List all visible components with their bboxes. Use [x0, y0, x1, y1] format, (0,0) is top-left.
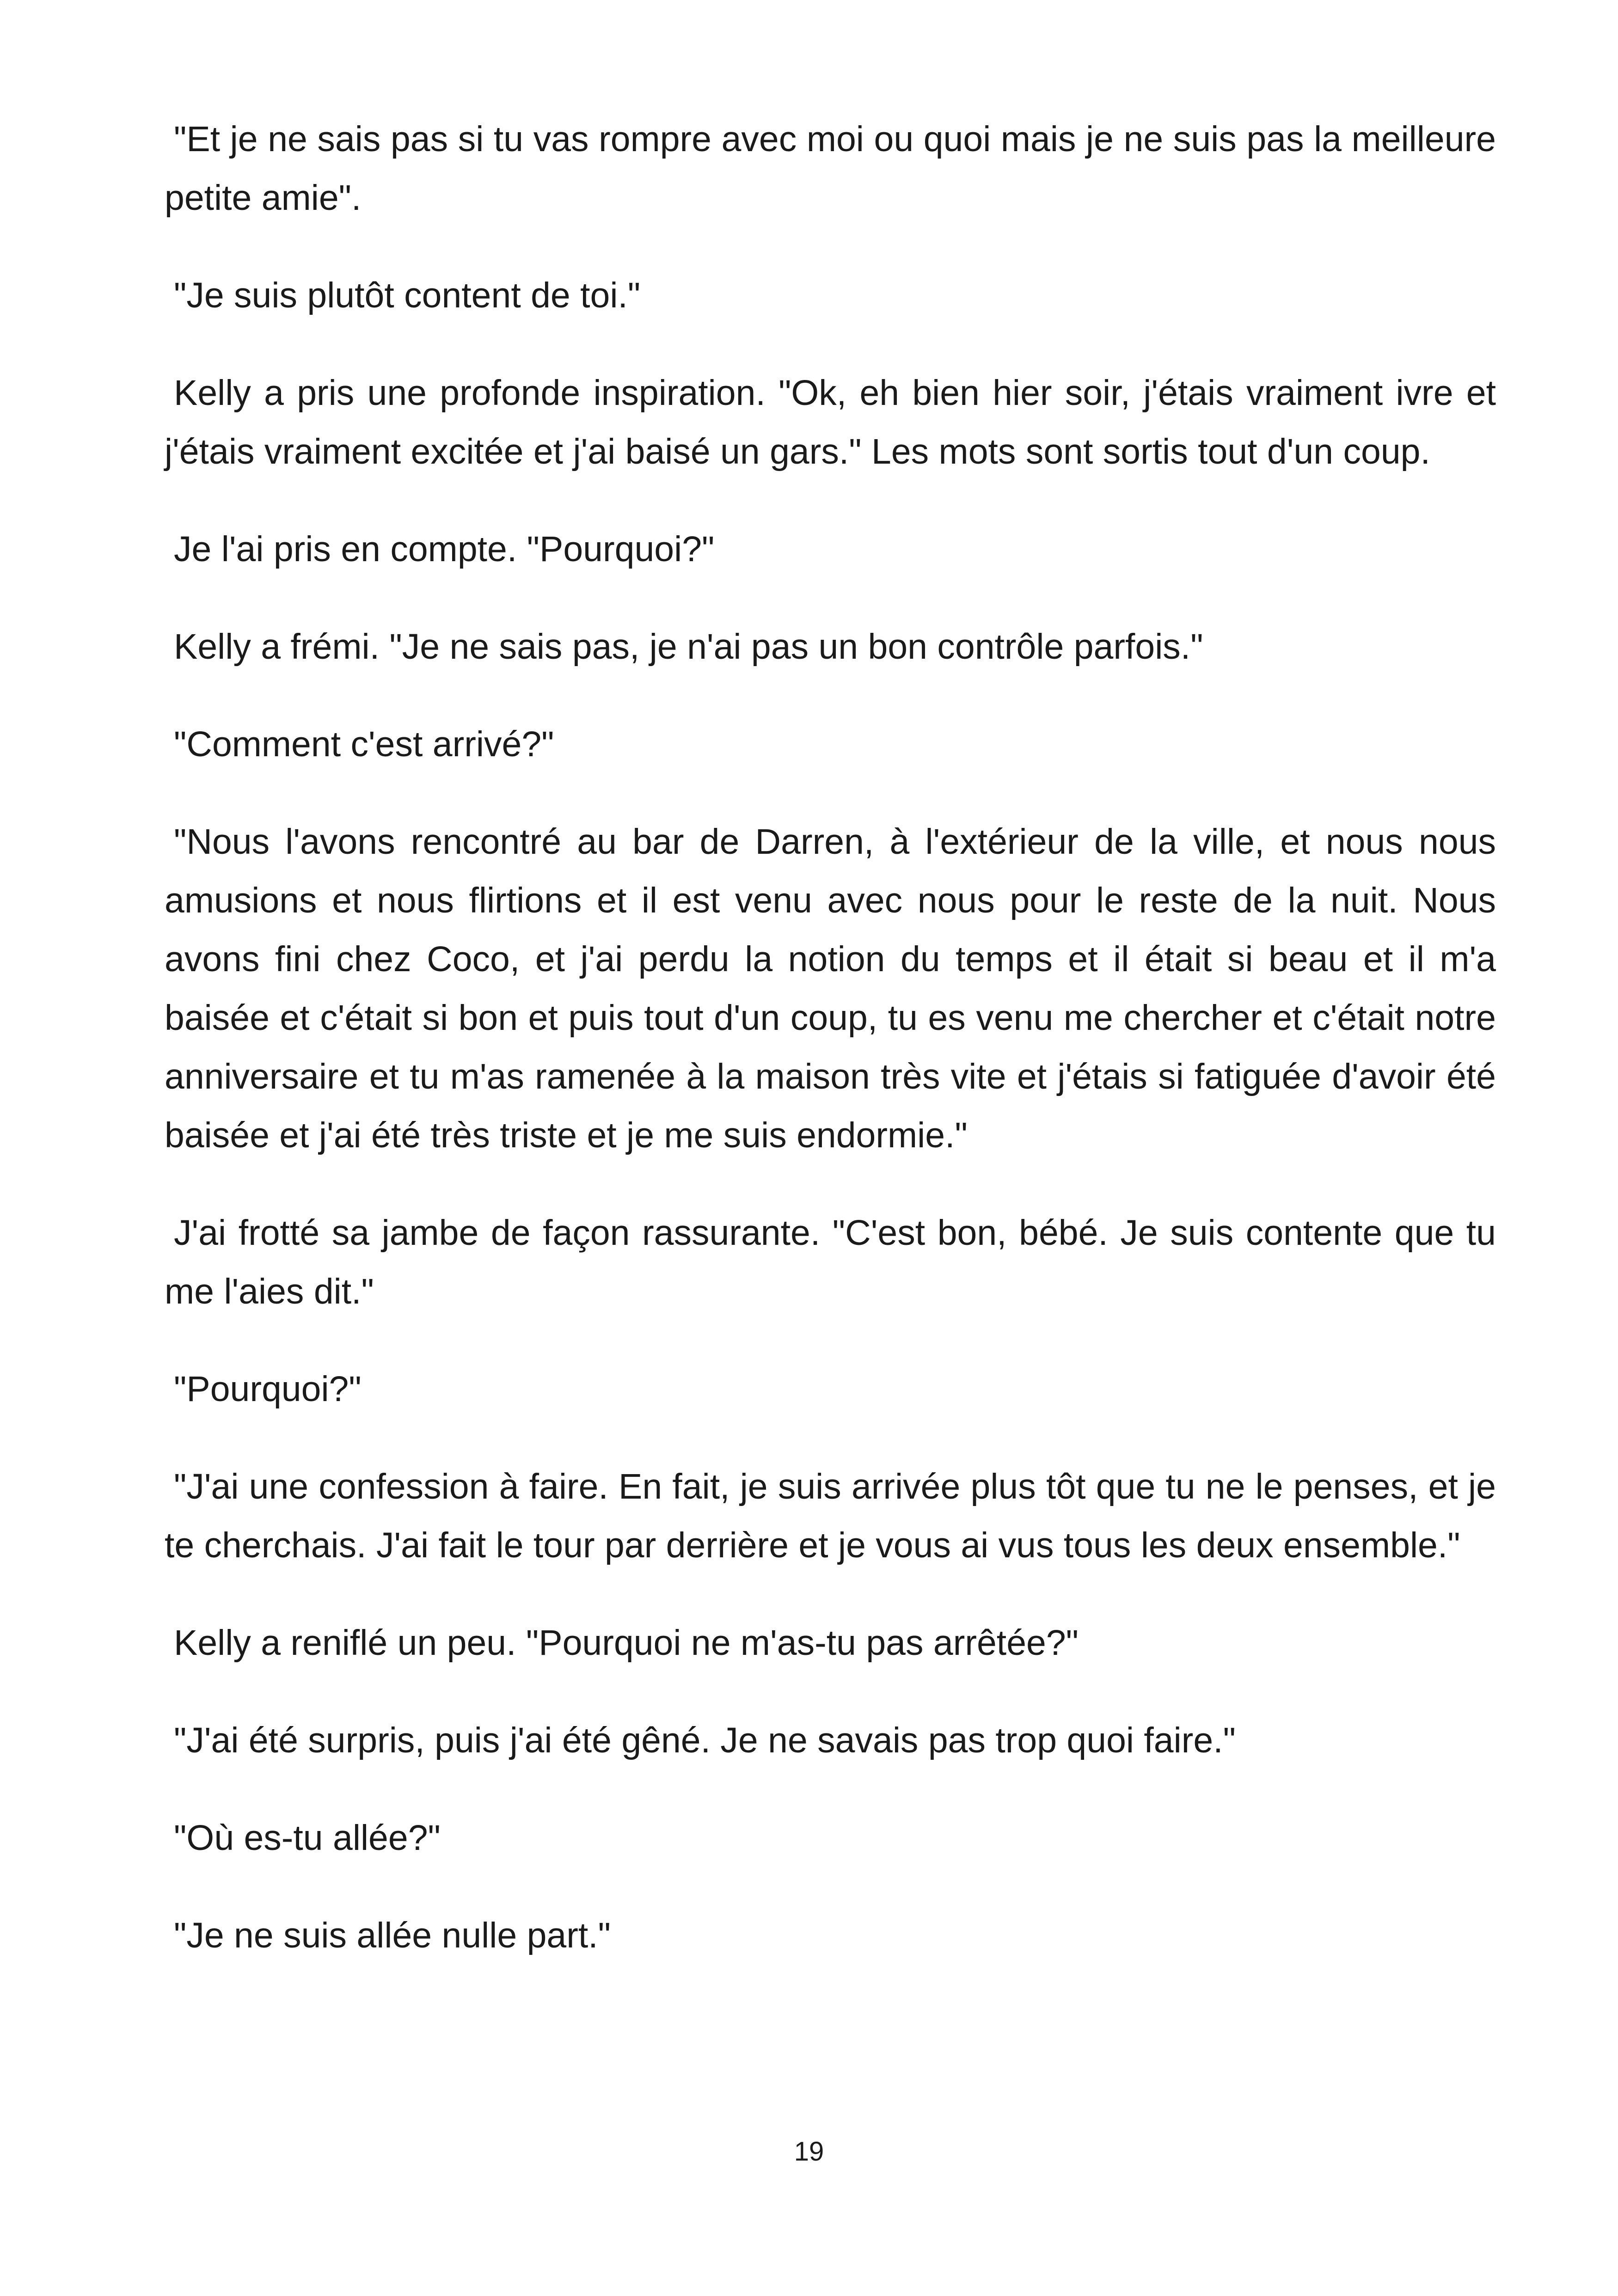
- paragraph: "Comment c'est arrivé?": [174, 724, 554, 764]
- paragraph: "J'ai une confession à faire. En fait, je suis arrivée plus tôt que tu ne le penses, et je te cherchais. J'ai fait le tour par derrière et je vous ai vus tous les deux ensemble.": [165, 1467, 1496, 1565]
- paragraph: "Nous l'avons rencontré au bar de Darren, à l'extérieur de la ville, et nous nous amusions et nous flirtions et il est venu avec nous pour le reste de la nuit. Nous avons fini chez Coco, et j'ai perdu la notion du temps et il était si beau et il m'a baisée et c'était si bon et puis tout d'un coup, tu es venu me chercher et c'était notre anniversaire et tu m'as ramenée à la maison très vite et j'étais si fatiguée d'avoir été baisée et j'ai été très triste et je me suis endormie.": [165, 822, 1496, 1155]
- paragraph: Je l'ai pris en compte. "Pourquoi?": [174, 529, 715, 569]
- paragraph: J'ai frotté sa jambe de façon rassurante. "C'est bon, bébé. Je suis contente que tu me l'aies dit.": [165, 1213, 1496, 1311]
- paragraph: "Je suis plutôt content de toi.": [174, 276, 641, 315]
- paragraph: Kelly a frémi. "Je ne sais pas, je n'ai pas un bon contrôle parfois.": [174, 627, 1203, 667]
- paragraph: "Je ne suis allée nulle part.": [174, 1916, 611, 1955]
- body-text: [165, 110, 1496, 2004]
- page-number: 19: [794, 2137, 824, 2167]
- paragraph: "Où es-tu allée?": [174, 1818, 441, 1858]
- paragraph: "J'ai été surpris, puis j'ai été gêné. Je ne savais pas trop quoi faire.": [174, 1720, 1236, 1760]
- paragraph: Kelly a pris une profonde inspiration. "Ok, eh bien hier soir, j'étais vraiment ivre et j'étais vraiment excitée et j'ai baisé un gars." Les mots sont sortis tout d'un coup.: [165, 373, 1496, 471]
- paragraph: "Et je ne sais pas si tu vas rompre avec moi ou quoi mais je ne suis pas la meilleure petite amie".: [165, 119, 1496, 218]
- paragraph: "Pourquoi?": [174, 1369, 362, 1409]
- paragraph: Kelly a reniflé un peu. "Pourquoi ne m'as-tu pas arrêtée?": [174, 1623, 1079, 1663]
